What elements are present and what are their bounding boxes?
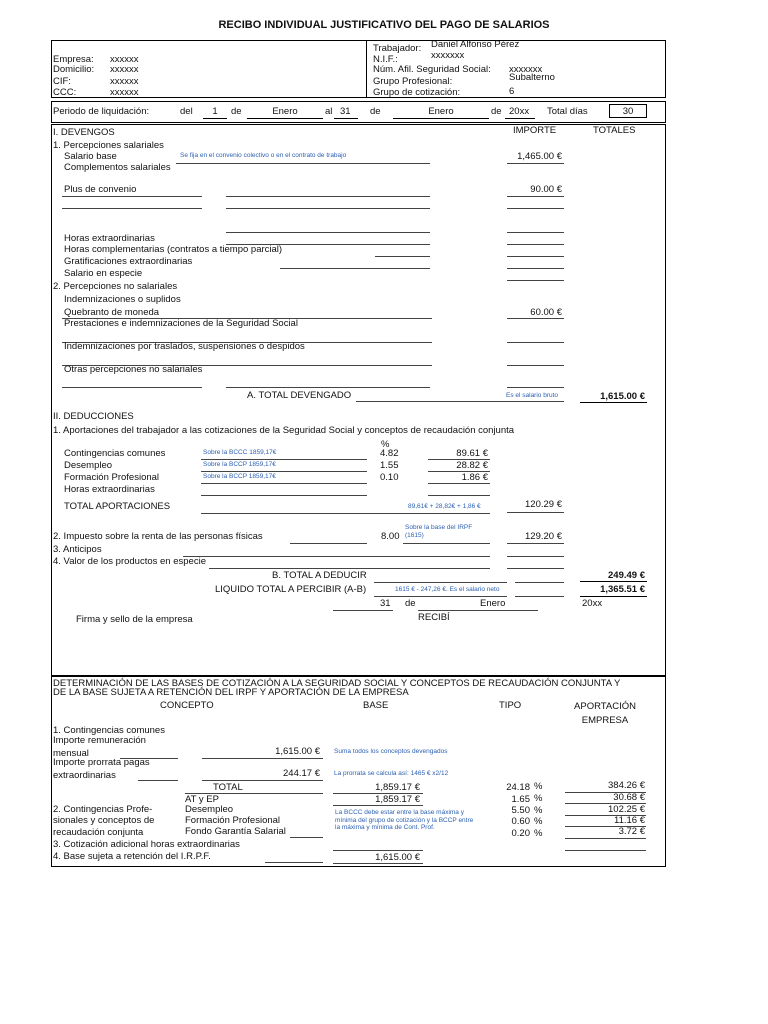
trabajador-value: Daniel Alfonso Pérez [431,39,520,50]
empresa-label: Empresa: [53,54,94,65]
irpf-label: 2. Impuesto sobre la renta de las personas físicas [53,531,263,542]
prof-label-2: sionales y conceptos de [53,815,155,826]
base-header: BASE [363,700,389,711]
des-bases-label: Desempleo [185,804,234,815]
atep-base: 1,859.17 € [375,794,420,805]
fgs-label: Fondo Garantía Salarial [185,826,286,837]
irpf-base-value: 1,615.00 € [375,852,420,863]
grupo-prof-label: Grupo Profesional: [373,76,453,87]
prof-note-3: la máxima y mínima de Cont. Prof. [335,824,435,831]
fp-aport: 11.16 € [614,815,645,826]
recibi-label: RECIBÍ [418,612,450,623]
periodo-al: al [325,106,333,117]
fp-label: Formación Profesional [64,472,160,483]
aportacion-header-2: EMPRESA [581,715,629,726]
pct-1: % [534,781,543,792]
company-box [51,40,367,98]
cif-value: xxxxxx [110,76,139,87]
firma-label: Firma y sello de la empresa [76,614,193,625]
pct-2: % [534,793,543,804]
trabajador-label: Trabajador: [373,43,422,54]
periodo-de1: de [231,106,242,117]
prof-note-2: mínima del grupo de cotización y la BCCP entre [335,817,474,824]
atep-aport: 30.68 € [613,792,645,803]
salario-base-label: Salario base [64,151,117,162]
periodo-label: Periodo de liquidación: [53,106,150,117]
devengos-title: I. DEVENGOS [53,127,115,138]
periodo-dia-fin: 31 [340,106,351,117]
desempleo-note: Sobre la BCCP 1859,17€ [203,461,276,468]
prorrata-value: 244.17 € [283,768,320,779]
desempleo-label: Desempleo [64,460,113,471]
desempleo-value: 28.82 € [456,460,488,471]
des-aport: 102.25 € [608,804,645,815]
salario-base-note: Se fija en el convenio colectivo o en el contrato de trabajo [180,152,347,159]
plus-convenio-value: 90.00 € [530,184,562,195]
liquido-label: LIQUIDO TOTAL A PERCIBIR (A-B) [215,584,367,595]
anticipos-label: 3. Anticipos [53,544,102,555]
total-bases-label: TOTAL [213,782,243,793]
tipo-header: TIPO [499,700,522,711]
irpf-value: 129.20 € [525,531,562,542]
prof-note-1: La BCCC debe estar entre la base máxima y [335,809,464,816]
especie-label: 4. Valor de los productos en especie [53,556,206,567]
gratificaciones-label: Gratificaciones extraordinarias [64,256,193,267]
total-aport: 384.26 € [608,780,645,791]
bases-title-2: DE LA BASE SUJETA A RETENCIÓN DEL IRPF Y APORTACIÓN DE LA EMPRESA [53,687,409,698]
bases-title-1: DETERMINACIÓN DE LAS BASES DE COTIZACIÓN A LA SEGURIDAD SOCIAL Y CONCEPTOS DE RECAUDACIÓN CONJUNTA Y [53,678,621,689]
fp-value: 1.86 € [461,472,488,483]
indemnizaciones-label: Indemnizaciones o suplidos [64,294,181,305]
total-base-value: 1,859.17 € [375,782,420,793]
fecha-mes: Enero [480,598,506,609]
quebranto-label: Quebranto de moneda [64,307,160,318]
total-deducir-label: B. TOTAL A DEDUCIR [272,570,367,581]
liquido-value: 1,365.51 € [600,584,645,595]
fp-note: Sobre la BCCP 1859,17€ [203,473,276,480]
ccc-label: CCC: [53,87,77,98]
periodo-anio: 20xx [509,106,530,117]
horas-extra-label: Horas extraordinarias [64,233,155,244]
fecha-de: de [405,598,416,609]
fp-tipo: 0.60 [511,816,530,827]
percepciones-no-salariales: 2. Percepciones no salariales [53,281,178,292]
pct-4: % [534,816,543,827]
periodo-de3: de [491,106,502,117]
ccc-value: xxxxxx [110,87,139,98]
prorrata-1: Importe prorrata pagas [53,757,150,768]
total-devengado-label: A. TOTAL DEVENGADO [247,390,352,401]
deducciones-title: II. DEDUCCIONES [53,411,134,422]
cc-label: Contingencias comunes [64,448,166,459]
percepciones-salariales: 1. Percepciones salariales [53,140,164,151]
prof-label-1: 2. Contingencias Profe- [53,804,153,815]
periodo-del: del [180,106,193,117]
totales-header: TOTALES [593,125,636,136]
salario-especie-label: Salario en especie [64,268,143,279]
fgs-tipo: 0.20 [511,828,530,839]
total-tipo: 24.18 [506,782,530,793]
total-aportaciones-value: 120.29 € [525,499,562,510]
cc-pct: 4.82 [380,448,399,459]
afil-value: xxxxxxx [509,64,543,75]
total-devengado-note: Es el salario bruto [506,392,559,399]
cc-note: Sobre la BCCC 1859,17€ [203,449,277,456]
des-tipo: 5.50 [511,805,530,816]
pct-header: % [381,439,390,450]
periodo-mes-ini: Enero [272,106,298,117]
domicilio-label: Domicilio: [53,64,95,75]
pct-3: % [534,805,543,816]
desempleo-pct: 1.55 [380,460,399,471]
atep-tipo: 1.65 [511,794,530,805]
pct-5: % [534,828,543,839]
cif-label: CIF: [53,76,71,87]
total-dias-value: 30 [622,106,634,117]
cc-value: 89.61 € [456,448,488,459]
fp-pct: 0.10 [380,472,399,483]
quebranto-value: 60.00 € [530,307,562,318]
total-aportaciones-label: TOTAL APORTACIONES [64,501,171,512]
horas-compl-label: Horas complementarias (contratos a tiempo parcial) [64,244,283,255]
total-deducir-value: 249.49 € [608,570,645,581]
total-devengado-value: 1,615.00 € [600,391,645,402]
periodo-mes-fin: Enero [428,106,454,117]
grupo-cot-value: 6 [509,86,515,97]
otras-label: Otras percepciones no salariales [64,364,203,375]
adicional-label: 3. Cotización adicional horas extraordinarias [53,839,240,850]
total-aportaciones-note: 89,61€ + 28,82€ + 1,86 € [408,503,481,510]
grupo-prof-value: Subalterno [509,72,555,83]
importe-rem-note: Suma todos los conceptos devengados [334,748,448,755]
prof-label-3: recaudación conjunta [53,827,144,838]
liquido-note: 1615 € - 247,26 €. Es el salario neto [395,586,500,593]
domicilio-value: xxxxxx [110,64,139,75]
fgs-aport: 3.72 € [618,826,645,837]
irpf-pct: 8.00 [381,531,400,542]
fp-bases-label: Formación Profesional [185,815,281,826]
cc-bases-label: 1. Contingencias comunes [53,725,165,736]
periodo-de2: de [370,106,381,117]
irpf-note-2: (1615) [405,532,424,539]
importe-header: IMPORTE [513,125,557,136]
traslados-label: Indemnizaciones por traslados, suspensiones o despidos [64,341,305,352]
irpf-base-label: 4. Base sujeta a retención del I.R.P.F. [53,851,211,862]
afil-label: Núm. Afil. Seguridad Social: [373,64,491,75]
complementos-label: Complementos salariales [64,162,171,173]
plus-convenio-label: Plus de convenio [64,184,137,195]
fecha-anio: 20xx [582,598,603,609]
grupo-cot-label: Grupo de cotización: [373,87,461,98]
empresa-value: xxxxxx [110,54,139,65]
irpf-note-1: Sobre la base del IRPF [405,524,473,531]
prorrata-note: La prorrata se calcula así: 1465 € x2/12 [334,770,449,777]
importe-rem-1: Importe remuneración [53,735,146,746]
aportacion-header-1: APORTACIÓN [574,701,636,712]
importe-rem-2: mensual [53,748,89,759]
fecha-dia: 31 [380,598,391,609]
periodo-dia-ini: 1 [212,106,218,117]
nif-value: xxxxxxx [431,50,465,61]
prorrata-2: extraordinarias [53,770,116,781]
atep-label: AT y EP [185,794,219,805]
importe-rem-value: 1,615.00 € [275,746,320,757]
salario-base-value: 1,465.00 € [517,151,562,162]
page-title: RECIBO INDIVIDUAL JUSTIFICATIVO DEL PAGO DE SALARIOS [218,19,550,31]
aportaciones-label: 1. Aportaciones del trabajador a las cotizaciones de la Seguridad Social y conceptos de recaudación conjunta [53,425,515,436]
prestaciones-label: Prestaciones e indemnizaciones de la Seguridad Social [64,318,298,329]
concepto-header: CONCEPTO [160,700,214,711]
nif-label: N.I.F.: [373,54,398,65]
total-dias-label: Total días [547,106,588,117]
he-label: Horas extraordinarias [64,484,155,495]
